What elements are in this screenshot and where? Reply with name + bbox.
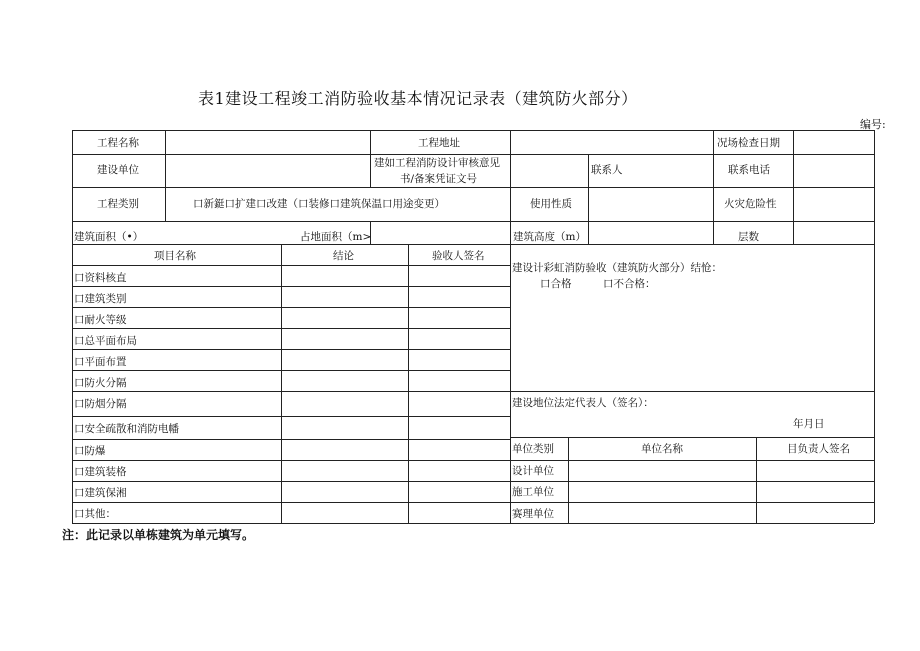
signature-date-label: 年月日 — [793, 418, 825, 430]
item-row: 口建筑类别 — [74, 293, 127, 305]
project-name-label: 工程名称 — [97, 137, 139, 149]
unit-row: 设计单位 — [512, 465, 554, 477]
unit-row: 施工单位 — [512, 486, 554, 498]
review-doc-label-line2: 书/备案凭证文号 — [400, 173, 478, 185]
item-row: 口平面布置 — [74, 356, 127, 368]
conclusion-col-header: 结论 — [333, 250, 354, 262]
review-doc-label-line1: 建如工程消防设计审核意见 — [374, 157, 500, 169]
footnote: 注：此记录以单栋建筑为单元填写。 — [62, 528, 255, 542]
use-nature-label: 使用性质 — [530, 198, 572, 210]
fire-risk-label: 火灾危险性 — [724, 198, 777, 210]
item-row: 口资料核直 — [74, 272, 127, 284]
building-height-label: 建筑高度（m） — [513, 231, 586, 243]
project-type-options: 口新鋌口扩建口改建（口装修口建筑保温口用途变更） — [193, 198, 445, 210]
contact-phone-label: 联系电话 — [728, 164, 770, 176]
project-address-label: 工程地址 — [418, 137, 460, 149]
builder-label: 建设单位 — [97, 164, 139, 176]
item-row: 口耐火等级 — [74, 314, 127, 326]
responsible-sign-col-header: 目负责人签名 — [787, 443, 850, 455]
unit-name-col-header: 单位名称 — [641, 443, 683, 455]
legal-rep-signature-label: 建设地位法定代表人（签名）： — [512, 397, 654, 409]
serial-number-label: 编号: — [860, 118, 886, 131]
inspection-date-label: 况场检查日期 — [717, 137, 780, 149]
item-row: 口防烟分隔 — [74, 398, 127, 410]
acceptance-conclusion-label: 建设计彩虹消防验收（建筑防火部分）结怆： — [512, 262, 722, 274]
unit-type-col-header: 单位类别 — [512, 443, 554, 455]
item-row: 口其他： — [74, 508, 116, 520]
building-area-label: 建筑面积（•） — [74, 231, 144, 243]
pass-checkbox-label: 口合格 — [540, 278, 572, 290]
project-type-label: 工程类别 — [97, 198, 139, 210]
item-row: 口安全疏散和消防电幡 — [74, 423, 179, 435]
contact-label: 联系人 — [591, 164, 623, 176]
items-col-header: 项目名称 — [154, 250, 196, 262]
land-area-label: 占地面积（m> — [300, 231, 372, 243]
item-row: 口防火分隔 — [74, 377, 127, 389]
item-row: 口总平面布局 — [74, 335, 137, 347]
page-title: 表1建设工程竣工消防验收基本情况记录表（建筑防火部分） — [198, 89, 638, 108]
unit-row: 赛理单位 — [512, 508, 554, 520]
floors-label: 层数 — [738, 231, 759, 243]
item-row: 口建筑保湘 — [74, 487, 127, 499]
item-row: 口防爆 — [74, 445, 106, 457]
fail-checkbox-label: 口不合格： — [603, 278, 656, 290]
signature-col-header: 验收人签名 — [432, 250, 485, 262]
item-row: 口建筑装格 — [74, 466, 127, 478]
